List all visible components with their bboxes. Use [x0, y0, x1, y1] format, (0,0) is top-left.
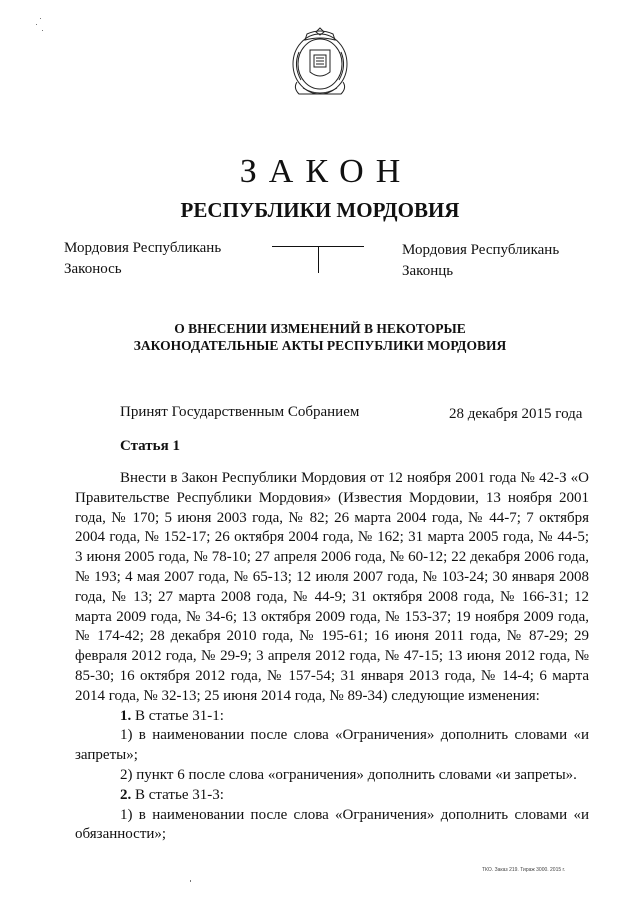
scan-speck — [36, 24, 37, 25]
item-2-number: 2. — [120, 786, 132, 803]
heading-line-2: ЗАКОНОДАТЕЛЬНЫЕ АКТЫ РЕСПУБЛИКИ МОРДОВИЯ — [133, 338, 507, 353]
scan-speck — [42, 30, 43, 31]
item-2-text: В статье 31-3: — [135, 786, 224, 803]
article-heading: Статья 1 — [120, 438, 180, 454]
adopted-label: Принят Государственным Собранием — [120, 404, 360, 420]
item-2 — [75, 786, 589, 806]
body-intro: Внести в Закон Республики Мордовия от 12 ноября 2001 года № 42-З «О Правительстве Республики Мордовия» (Известия Мордовии, 13 ноября 2001 года, № 170; 5 июня 2003 года, № 82; 26 марта 2004 года, № 44-7; 7 октября 2004 года, № 152-17; 26 октября 2004 года, № 162; 31 марта 2005 года, № 44-5; 3 июня 2005 года, № 78-10; 27 апреля 2006 года, № 60-12; 22 декабря 2006 года, № 193; 4 мая 2007 года, № 65-13; 12 июля 2007 года, № 103-24; 30 января 2008 года, № 13; 27 марта 2008 года, № 44-9; 31 октября 2008 года, № 166-31; 12 марта 2009 года, № 34-6; 13 октября 2009 года, № 153-37; 19 ноября 2009 года, № 174-42; 28 декабря 2010 года, № 195-61; 16 июня 2011 года, № 87-29; 29 февраля 2012 года, № 29-9; 3 апреля 2012 года, № 47-15; 13 июня 2012 года, № 85-30; 16 октября 2012 года, № 157-54; 31 января 2013 года, № 14-4; 6 марта 2014 года, № 32-13; 25 июня 2014 года, № 89-34) следующие изменения: — [75, 470, 589, 704]
coat-of-arms-emblem — [285, 22, 355, 102]
lang-left-line-1: Мордовия Республикань — [64, 240, 222, 256]
lang-label-right — [402, 240, 559, 282]
law-title: ЗАКОН — [239, 153, 413, 190]
heading-line-1: О ВНЕСЕНИИ ИЗМЕНЕНИЙ В НЕКОТОРЫЕ — [174, 321, 466, 336]
article-body — [75, 469, 589, 845]
lang-left-line-2: Законось — [64, 261, 122, 277]
divider-vertical — [318, 247, 319, 273]
item-1 — [75, 707, 589, 727]
item-1-sub-1: 1) в наименовании после слова «Ограничения» дополнить словами «и запреты»; — [75, 727, 589, 764]
item-1-sub-2: 2) пункт 6 после слова «ограничения» дополнить словами «и запреты». — [120, 766, 577, 783]
lang-right-line-2: Законць — [402, 263, 454, 279]
document-heading — [0, 320, 640, 354]
law-subtitle: РЕСПУБЛИКИ МОРДОВИЯ — [180, 198, 460, 222]
scan-speck — [190, 880, 191, 882]
lang-label-left — [64, 238, 221, 280]
adopted-date: 28 декабря 2015 года — [449, 406, 583, 422]
item-2-sub-1: 1) в наименовании после слова «Ограничения» дополнить словами «и обязанности»; — [75, 806, 589, 843]
print-footer: ТКО. Заказ 219. Тираж 3000. 2015 г. — [482, 867, 566, 873]
item-1-number: 1. — [120, 707, 132, 724]
scan-speck — [40, 18, 41, 19]
item-1-text: В статье 31-1: — [135, 707, 224, 724]
lang-right-line-1: Мордовия Республикань — [402, 242, 560, 258]
